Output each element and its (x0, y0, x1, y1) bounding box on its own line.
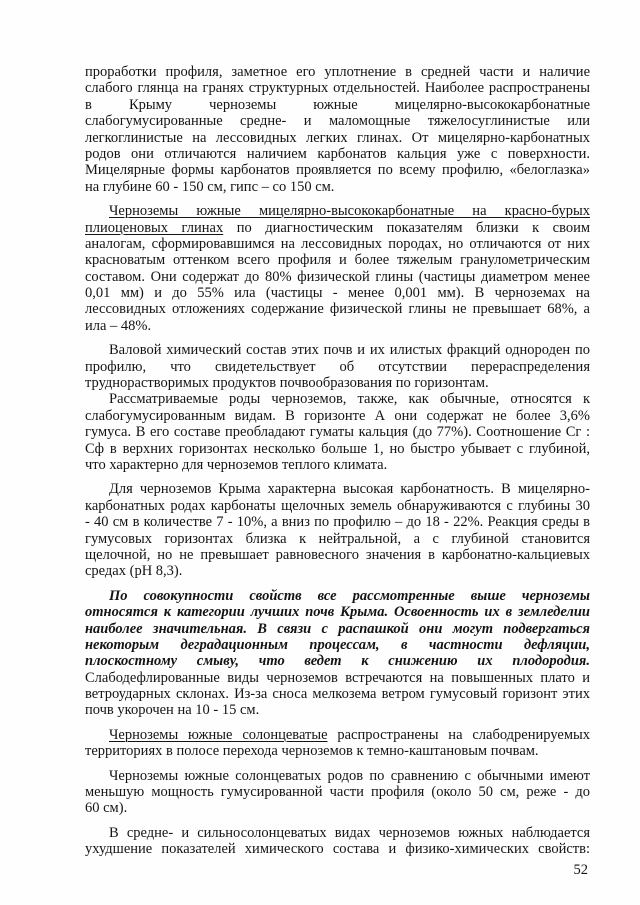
text-line: Слабодефлированные виды черноземов встречаются на повышенных плато и (85, 669, 590, 686)
text-line: труднорастворимых продуктов почвообразования по горизонтам. (85, 375, 489, 392)
text-line (85, 220, 590, 236)
paragraph-solonetzic-chernozems (85, 727, 590, 760)
body-text (85, 64, 590, 858)
text-line: слабогумусированным видам. В горизонте А они содержат не более 3,6% (85, 407, 590, 424)
text-line: что характерно для черноземов теплого климата. (85, 456, 388, 473)
text-line: ила – 48%. (85, 317, 152, 334)
text-line: В средне- и сильносолонцеватых видах черноземов южных наблюдается (109, 824, 590, 841)
text-line: гумуса. В его составе преобладают гуматы кальция (до 77%). Соотношение Сг : (85, 424, 590, 441)
text-line-emphasized: наиболее значительная. В связи с распашкой они могут подвергаться (85, 620, 590, 637)
text-line: родов они отличаются наличием карбонатов кальция уже с поверхности. (85, 145, 590, 162)
line-text: по диагностическим показателям близки к своим (236, 219, 591, 236)
text-line-emphasized: относятся к категории лучших почв Крыма. Освоенность их в земледелии (85, 604, 590, 621)
paragraph-humus (85, 391, 590, 473)
underlined-term: плиоценовых глинах (85, 219, 224, 236)
text-line: проработки профиля, заметное его уплотнение в средней части и наличие (85, 64, 590, 80)
paragraph-carbonates (85, 481, 590, 579)
text-line: почв укорочен на 10 - 15 см. (85, 702, 260, 719)
text-line: Рассматриваемые роды черноземов, также, как обычные, относятся к (109, 391, 590, 408)
text-line-emphasized: плоскостному смыву, что ведет к снижению их плодородия. (85, 653, 590, 670)
text-line: профилю, что свидетельствует об отсутствии перераспределения (85, 358, 590, 375)
text-line: красноватым оттенком всего профиля и более тяжелым гранулометрическим (85, 252, 590, 269)
text-line: на глубине 60 - 150 см, гипс – со 150 см. (85, 178, 335, 195)
text-line: лессовидных отложениях содержание физической глины не превышает 68%, а (85, 301, 590, 318)
text-line: щелочной, но не превышает равновесного значения в карбонатно-кальциевых (85, 546, 590, 563)
line-text: распространены на слабодренируемых (337, 726, 590, 743)
paragraph-continued (85, 64, 590, 195)
text-line: аналогам, сформировавшимся на лессовидных породах, но отличаются от них (85, 235, 590, 252)
text-line-emphasized: некоторым деградационным процессам, в частности дефляции, (85, 636, 590, 653)
text-line: составом. Они содержат до 80% физической глины (частицы диаметром менее (85, 268, 590, 285)
text-line: гумусовых горизонтах близка к нейтральной, а с глубиной становится (85, 530, 590, 547)
underlined-term: Черноземы южные мицелярно-высококарбонатные на красно-бурых (109, 203, 590, 220)
text-line: Сф в верхних горизонтах несколько больше 1, но быстро убывает с глубиной, (85, 440, 590, 457)
text-line: карбонатных родах карбонаты щелочных земель обнаруживаются с глубины 30 (85, 497, 590, 514)
paragraph-solonetzic-profile (85, 768, 590, 817)
text-line: в Крыму черноземы южные мицелярно-высококарбонатные (85, 96, 590, 113)
text-line: 0,01 мм) и до 55% ила (частицы - менее 0,001 мм). В черноземах на (85, 285, 590, 302)
paragraph-solonetzic-degradation (85, 825, 590, 858)
paragraph-red-brown-clay-chernozems (85, 203, 590, 334)
text-line: Мицелярные формы карбонатов проявляется по всему профилю, «белоглазка» (85, 162, 590, 179)
text-line: Черноземы южные солонцеватых родов по сравнению с обычными имеют (109, 767, 590, 784)
text-line: слабого глянца на гранях структурных отдельностей. Наиболее распространены (85, 80, 590, 97)
text-line: меньшую мощность гумусированной части профиля (около 50 см, реже - до (85, 784, 590, 801)
underlined-term: Черноземы южные солонцеватые (109, 726, 328, 743)
text-line: - 40 см в количестве 7 - 10%, а вниз по профилю – до 18 - 22%. Реакция среды в (85, 514, 590, 531)
text-line: Валовой химический состав этих почв и их илистых фракций однороден по (109, 342, 590, 359)
text-line: средах (рН 8,3). (85, 563, 183, 580)
text-line (85, 203, 590, 219)
paragraph-agricultural-value (85, 588, 590, 719)
paragraph-bulk-chemistry (85, 342, 590, 391)
text-line: 60 см). (85, 800, 128, 817)
text-line: ветроударных склонах. Из-за сноса мелкозема ветром гумусовый горизонт этих (85, 686, 590, 703)
page-number: 52 (573, 862, 588, 878)
text-line: слабогумусированные средне- и маломощные тяжелосуглинистые или (85, 113, 590, 130)
text-line (85, 727, 590, 743)
text-line: легкоглинистые на лессовидных легких глинах. От мицелярно-карбонатных (85, 129, 590, 146)
text-line-emphasized: По совокупности свойств все рассмотренные выше черноземы (109, 587, 590, 604)
text-line: территориях в полосе перехода черноземов к темно-каштановым почвам. (85, 743, 539, 760)
text-line: Для черноземов Крыма характерна высокая карбонатность. В мицелярно- (109, 481, 590, 498)
text-line: ухудшение показателей химического состава и физико-химических свойств: (85, 841, 590, 858)
